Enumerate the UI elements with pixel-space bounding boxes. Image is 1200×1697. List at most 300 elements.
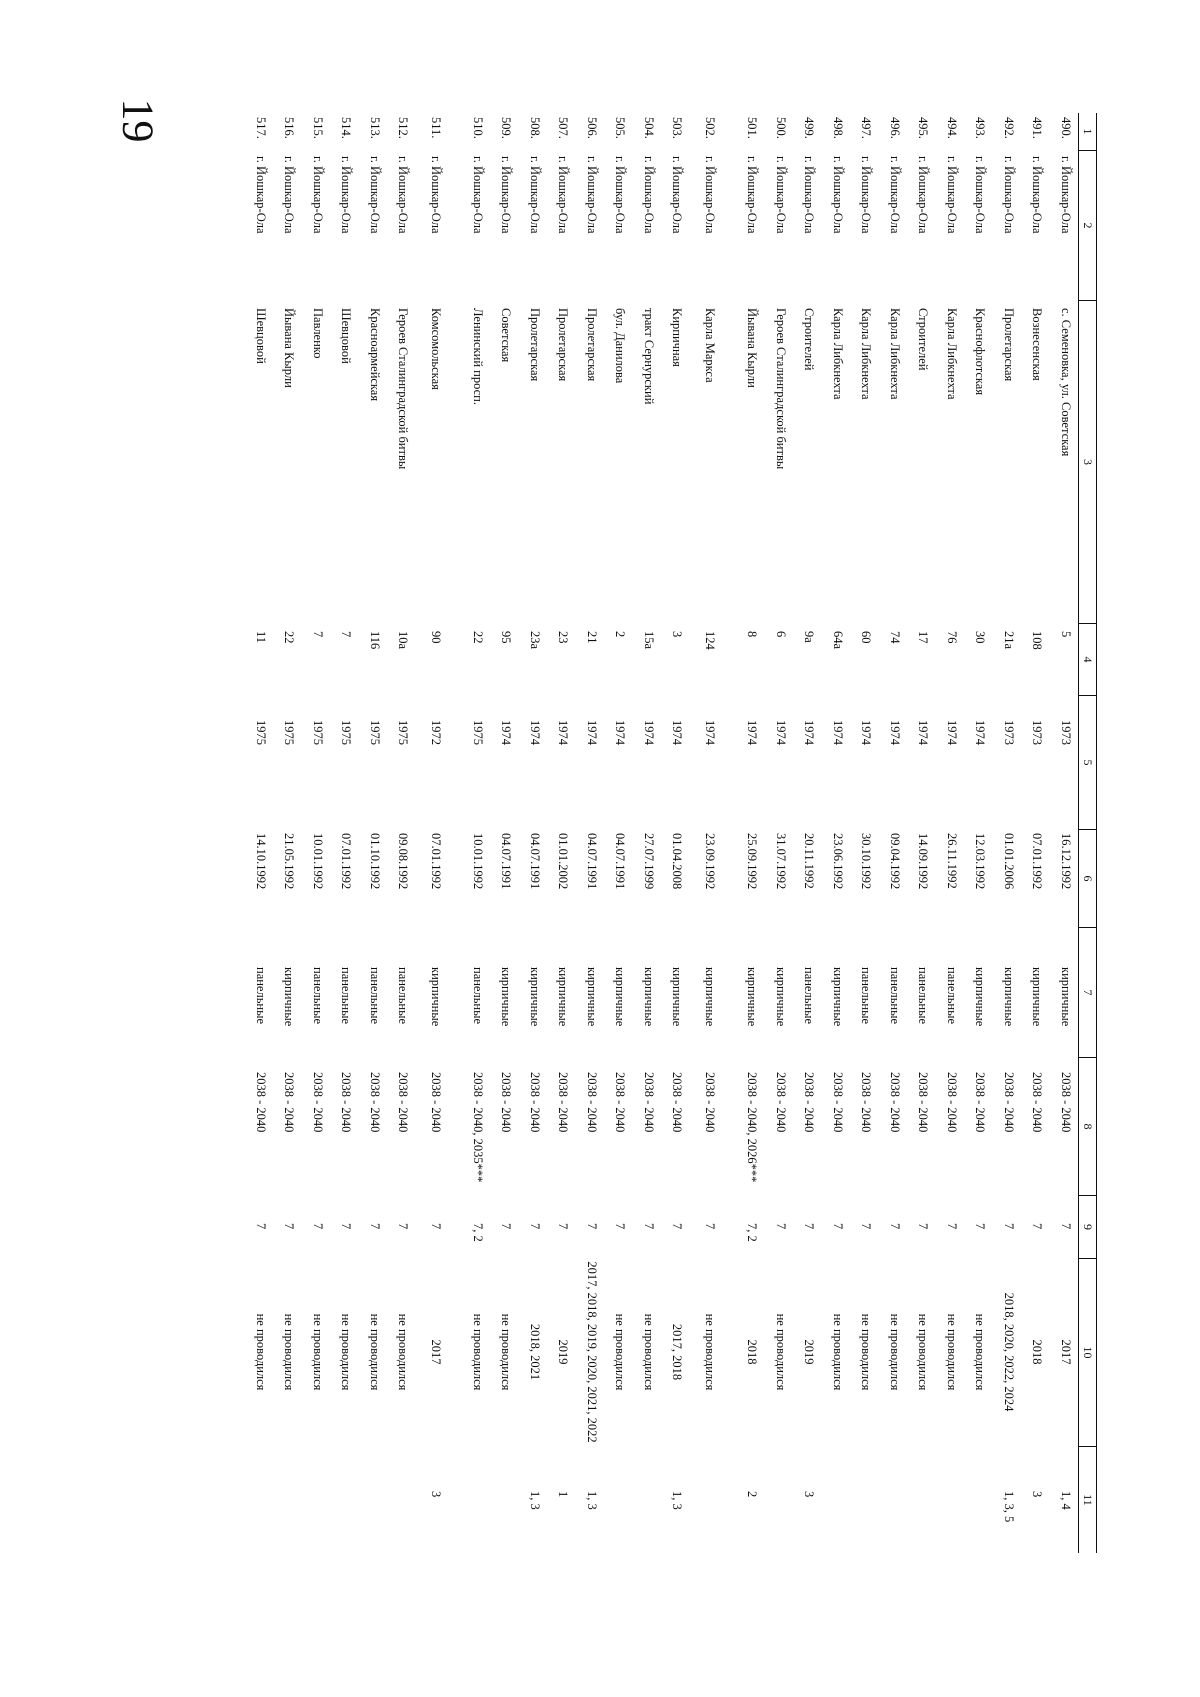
- cell-col-9-value: 7: [973, 1223, 988, 1230]
- cell-city: г. Йошкар-Ола: [585, 156, 599, 234]
- cell-repair-years: 2017, 2018, 2019, 2020, 2021, 2022: [585, 1261, 599, 1443]
- cell-city: г. Йошкар-Ола: [1059, 156, 1073, 234]
- cell-col-11-value: 2: [745, 1491, 760, 1498]
- cell-repair-period: 2038 - 2040, 2035***: [471, 1072, 486, 1183]
- table-row: [765, 113, 794, 1553]
- cell-repair-period: 2038 - 2040: [556, 1072, 571, 1133]
- cell-build-year: 1974: [642, 720, 656, 745]
- table-row: [1021, 113, 1050, 1553]
- table-row: [690, 113, 723, 1553]
- cell-col-9-value: 7: [585, 1223, 599, 1230]
- cell-repair-years: не проводился: [311, 1313, 325, 1391]
- cell-wall-material: панельные: [945, 967, 959, 1025]
- cell-repair-period: 2038 - 2040: [368, 1072, 382, 1133]
- cell-street: Красноармейская: [368, 308, 382, 402]
- cell-wall-material: кирпичные: [670, 967, 685, 1027]
- cell-street: Пролетарская: [556, 308, 571, 382]
- col-header-8: 8: [1079, 1057, 1096, 1195]
- cell-repair-period: 2038 - 2040: [916, 1072, 931, 1133]
- cell-city: г. Йошкар-Ола: [254, 156, 268, 234]
- cell-repair-period: 2038 - 2040: [311, 1072, 325, 1133]
- table-row: [907, 113, 936, 1553]
- rotated-page: [102, 0, 1200, 1697]
- cell-wall-material: панельные: [916, 967, 931, 1025]
- cell-build-year: 1973: [1059, 720, 1073, 745]
- col-header-7: 7: [1079, 927, 1096, 1057]
- cell-repair-years: не проводился: [859, 1313, 874, 1391]
- table-row: [245, 113, 274, 1553]
- cell-wall-material: панельные: [888, 967, 902, 1025]
- cell-row-number: 505.: [613, 117, 628, 139]
- col-header-3: 3: [1079, 300, 1096, 623]
- cell-build-year: 1974: [745, 720, 760, 745]
- cell-repair-years: 2018: [745, 1339, 760, 1365]
- cell-street: Пролетарская: [1002, 308, 1016, 382]
- cell-street: Вознесенская: [1030, 308, 1045, 381]
- cell-build-year: 1972: [429, 720, 444, 745]
- cell-row-number: 502.: [703, 117, 718, 139]
- cell-row-number: 498.: [831, 117, 845, 139]
- cell-col-11-value: [787, 1446, 793, 1553]
- cell-col-11-value: [987, 1446, 993, 1553]
- cell-build-year: 1974: [973, 720, 988, 745]
- cell-repair-period: 2038 - 2040: [1030, 1072, 1045, 1133]
- cell-repair-years: 2019: [556, 1339, 571, 1365]
- cell-col-11-value: 3: [429, 1491, 444, 1498]
- table-row: [302, 113, 331, 1553]
- cell-wall-material: кирпичные: [1059, 967, 1073, 1027]
- cell-build-year: 1974: [945, 720, 959, 745]
- cell-row-number: 499.: [802, 117, 817, 139]
- cell-wall-material: кирпичные: [585, 967, 599, 1027]
- cell-repair-period: 2038 - 2040: [429, 1072, 444, 1133]
- cell-repair-years: 2017: [429, 1339, 444, 1365]
- table-row: [633, 113, 662, 1553]
- cell-city: г. Йошкар-Ола: [745, 156, 760, 234]
- cell-wall-material: панельные: [311, 967, 325, 1025]
- cell-city: г. Йошкар-Ола: [945, 156, 959, 234]
- cell-date: 21.05.1992: [282, 833, 297, 890]
- cell-city: г. Йошкар-Ола: [774, 156, 788, 234]
- cell-repair-period: 2038 - 2040: [1059, 1072, 1073, 1133]
- cell-repair-period: 2038 - 2040, 2026***: [745, 1072, 760, 1183]
- cell-house-number: 95: [499, 631, 514, 644]
- cell-col-9-value: 7: [528, 1223, 542, 1230]
- cell-house-number: 10а: [396, 631, 411, 650]
- cell-city: г. Йошкар-Ола: [499, 156, 514, 234]
- cell-city: г. Йошкар-Ола: [282, 156, 297, 234]
- cell-col-11-value: [353, 1446, 359, 1553]
- table-row: [993, 113, 1022, 1553]
- cell-street: Краснофлотская: [973, 308, 988, 396]
- col-header-5: 5: [1079, 695, 1096, 829]
- cell-col-11-value: 1, 4: [1059, 1491, 1073, 1510]
- cell-build-year: 1974: [703, 720, 718, 745]
- cell-date: 25.09.1992: [745, 833, 760, 890]
- cell-wall-material: кирпичные: [745, 967, 760, 1027]
- cell-date: 01.04.2008: [670, 833, 685, 890]
- cell-city: г. Йошкар-Ола: [429, 156, 444, 234]
- cell-col-11-value: [381, 1446, 387, 1553]
- cell-repair-years: не проводился: [396, 1313, 411, 1391]
- cell-date: 09.08.1992: [396, 833, 411, 890]
- cell-build-year: 1975: [282, 720, 297, 745]
- cell-build-year: 1974: [774, 720, 788, 745]
- cell-street: Советская: [499, 308, 514, 363]
- cell-repair-period: 2038 - 2040: [339, 1072, 354, 1133]
- cell-house-number: 124: [703, 631, 718, 650]
- cell-repair-years: не проводился: [642, 1313, 656, 1391]
- cell-house-number: 6: [774, 631, 788, 638]
- cell-col-9-value: 7: [429, 1223, 444, 1230]
- cell-repair-period: 2038 - 2040: [802, 1072, 817, 1133]
- cell-build-year: 1974: [916, 720, 931, 745]
- cell-street: Строителей: [916, 308, 931, 371]
- cell-date: 27.07.1999: [642, 833, 656, 890]
- table-row: [964, 113, 993, 1553]
- cell-repair-years: не проводился: [254, 1313, 268, 1391]
- cell-street: Кирпичная: [670, 308, 685, 367]
- cell-repair-period: 2038 - 2040: [254, 1072, 268, 1133]
- cell-col-11-value: [655, 1446, 661, 1553]
- cell-repair-years: не проводился: [973, 1313, 988, 1391]
- cell-date: 10.01.1992: [471, 833, 486, 890]
- cell-repair-years: 2018: [1030, 1339, 1045, 1365]
- cell-city: г. Йошкар-Ола: [642, 156, 656, 234]
- cell-col-11-value: [296, 1446, 302, 1553]
- table-row: [604, 113, 633, 1553]
- cell-house-number: 11: [254, 631, 268, 644]
- cell-col-9-value: 7: [802, 1223, 817, 1230]
- cell-house-number: 22: [471, 631, 486, 644]
- cell-col-9-value: 7: [339, 1223, 354, 1230]
- cell-repair-period: 2038 - 2040: [642, 1072, 656, 1133]
- cell-house-number: 15а: [642, 631, 656, 650]
- table-header: [1078, 113, 1096, 1553]
- cell-house-number: 3: [670, 631, 685, 638]
- cell-col-11-value: 3: [802, 1491, 817, 1498]
- cell-col-11-value: [873, 1446, 879, 1553]
- cell-row-number: 501.: [745, 117, 760, 139]
- cell-wall-material: кирпичные: [556, 967, 571, 1027]
- cell-col-11-value: [930, 1446, 936, 1553]
- col-header-10: 10: [1079, 1258, 1096, 1446]
- cell-build-year: 1975: [311, 720, 325, 745]
- cell-date: 26.11.1992: [945, 833, 959, 889]
- cell-wall-material: панельные: [368, 967, 382, 1025]
- cell-col-11-value: 1, 3: [670, 1491, 685, 1510]
- cell-row-number: 495.: [916, 117, 931, 139]
- cell-house-number: 17: [916, 631, 931, 644]
- table-row: [359, 113, 388, 1553]
- table-row: [330, 113, 359, 1553]
- cell-row-number: 515.: [311, 117, 325, 139]
- table-row: [822, 113, 851, 1553]
- cell-street: Павленко: [311, 308, 325, 359]
- cell-street: Героев Сталинградской битвы: [396, 308, 411, 470]
- cell-col-11-value: [627, 1446, 633, 1553]
- col-header-4: 4: [1079, 623, 1096, 695]
- cell-city: г. Йошкар-Ола: [1030, 156, 1045, 234]
- cell-wall-material: панельные: [254, 967, 268, 1025]
- cell-city: г. Йошкар-Ола: [670, 156, 685, 234]
- cell-city: г. Йошкар-Ола: [859, 156, 874, 234]
- cell-date: 04.07.1991: [585, 833, 599, 890]
- cell-repair-years: 2017, 2018: [670, 1323, 685, 1381]
- cell-col-9-value: 7: [368, 1223, 382, 1230]
- cell-build-year: 1974: [556, 720, 571, 745]
- cell-repair-years: не проводился: [774, 1313, 788, 1391]
- cell-street: Ленинский просп.: [471, 308, 486, 405]
- table-row: [449, 113, 491, 1553]
- col-header-2: 2: [1079, 150, 1096, 300]
- cell-col-11-value: [485, 1446, 491, 1553]
- cell-wall-material: кирпичные: [703, 967, 718, 1027]
- cell-repair-years: не проводился: [499, 1313, 514, 1391]
- cell-row-number: 496.: [888, 117, 902, 139]
- cell-street: Комсомольская: [429, 308, 444, 390]
- cell-street: Шевцовой: [339, 308, 354, 364]
- cell-wall-material: кирпичные: [973, 967, 988, 1027]
- cell-col-11-value: 3: [1030, 1491, 1045, 1498]
- cell-date: 07.01.1992: [339, 833, 354, 890]
- cell-wall-material: кирпичные: [613, 967, 628, 1027]
- cell-row-number: 510.: [471, 117, 486, 139]
- cell-date: 07.01.1992: [1030, 833, 1045, 890]
- cell-build-year: 1975: [339, 720, 354, 745]
- cell-repair-period: 2038 - 2040: [528, 1072, 542, 1133]
- cell-build-year: 1974: [859, 720, 874, 745]
- cell-build-year: 1974: [802, 720, 817, 745]
- cell-col-9-value: 7: [703, 1223, 718, 1230]
- cell-street: Карла Маркса: [703, 308, 718, 383]
- col-header-11: 11: [1079, 1446, 1096, 1553]
- cell-date: 20.11.1992: [802, 833, 817, 889]
- cell-house-number: 21а: [1002, 631, 1016, 650]
- cell-col-9-value: 7: [1002, 1223, 1016, 1230]
- cell-house-number: 108: [1030, 631, 1045, 650]
- cell-col-11-value: [958, 1446, 964, 1553]
- cell-house-number: 30: [973, 631, 988, 644]
- cell-street: Карла Либкнехта: [888, 308, 902, 400]
- cell-repair-years: не проводился: [945, 1313, 959, 1391]
- cell-col-9-value: 7: [945, 1223, 959, 1230]
- table-row: [850, 113, 879, 1553]
- cell-house-number: 8: [745, 631, 760, 638]
- cell-wall-material: панельные: [471, 967, 486, 1025]
- cell-col-9-value: 7, 2: [471, 1223, 486, 1242]
- cell-row-number: 497.: [859, 117, 874, 139]
- cell-street: Карла Либкнехта: [859, 308, 874, 400]
- cell-street: Пролетарская: [528, 308, 542, 382]
- cell-col-11-value: [267, 1446, 273, 1553]
- cell-repair-period: 2038 - 2040: [703, 1072, 718, 1133]
- table-row: [416, 113, 449, 1553]
- cell-wall-material: панельные: [339, 967, 354, 1025]
- cell-row-number: 507.: [556, 117, 571, 139]
- cell-wall-material: кирпичные: [282, 967, 297, 1027]
- cell-build-year: 1974: [831, 720, 845, 745]
- cell-repair-years: 2018, 2021: [528, 1323, 542, 1381]
- cell-build-year: 1973: [1002, 720, 1016, 745]
- cell-house-number: 23а: [528, 631, 542, 650]
- cell-col-9-value: 7: [670, 1223, 685, 1230]
- cell-date: 01.01.2006: [1002, 833, 1016, 890]
- cell-col-9-value: 7: [282, 1223, 297, 1230]
- cell-row-number: 513.: [368, 117, 382, 139]
- cell-house-number: 74: [888, 631, 902, 644]
- cell-street: Строителей: [802, 308, 817, 371]
- cell-house-number: 9а: [802, 631, 817, 643]
- cell-row-number: 506.: [585, 117, 599, 139]
- cell-repair-years: не проводился: [916, 1313, 931, 1391]
- cell-wall-material: панельные: [396, 967, 411, 1025]
- cell-repair-period: 2038 - 2040: [945, 1072, 959, 1133]
- cell-col-9-value: 7: [254, 1223, 268, 1230]
- cell-build-year: 1974: [499, 720, 514, 745]
- cell-city: г. Йошкар-Ола: [471, 156, 486, 234]
- cell-wall-material: кирпичные: [642, 967, 656, 1027]
- cell-col-9-value: 7: [916, 1223, 931, 1230]
- cell-date: 31.07.1992: [774, 833, 788, 890]
- cell-wall-material: кирпичные: [831, 967, 845, 1027]
- table-row: [661, 113, 690, 1553]
- cell-build-year: 1974: [670, 720, 685, 745]
- cell-wall-material: кирпичные: [1002, 967, 1016, 1027]
- cell-repair-years: не проводился: [703, 1313, 718, 1391]
- table-row: [879, 113, 908, 1553]
- cell-col-11-value: 1: [556, 1491, 571, 1498]
- col-header-1: 1: [1081, 128, 1095, 135]
- cell-repair-period: 2038 - 2040: [613, 1072, 628, 1133]
- cell-city: г. Йошкар-Ола: [368, 156, 382, 234]
- cell-row-number: 512.: [396, 117, 411, 139]
- table-row: [576, 113, 605, 1553]
- cell-repair-period: 2038 - 2040: [396, 1072, 411, 1133]
- cell-row-number: 494.: [945, 117, 959, 139]
- cell-row-number: 511.: [429, 117, 444, 139]
- cell-repair-years: не проводился: [339, 1313, 354, 1391]
- cell-repair-period: 2038 - 2040: [585, 1072, 599, 1133]
- cell-city: г. Йошкар-Ола: [528, 156, 542, 234]
- cell-city: г. Йошкар-Ола: [703, 156, 718, 234]
- cell-city: г. Йошкар-Ола: [556, 156, 571, 234]
- cell-street: бул. Данилова: [613, 308, 628, 384]
- cell-repair-period: 2038 - 2040: [499, 1072, 514, 1133]
- cell-row-number: 517.: [254, 117, 268, 139]
- cell-repair-period: 2038 - 2040: [888, 1072, 902, 1133]
- cell-build-year: 1974: [585, 720, 599, 745]
- cell-street: тракт Сернурский: [642, 308, 656, 405]
- cell-date: 23.09.1992: [703, 833, 718, 890]
- cell-house-number: 22: [282, 631, 297, 644]
- cell-date: 12.03.1992: [973, 833, 988, 890]
- cell-wall-material: кирпичные: [1030, 967, 1045, 1027]
- cell-house-number: 5: [1059, 631, 1073, 638]
- cell-build-year: 1973: [1030, 720, 1045, 745]
- cell-repair-period: 2038 - 2040: [973, 1072, 988, 1133]
- cell-wall-material: кирпичные: [774, 967, 788, 1027]
- col-header-9: 9: [1079, 1195, 1096, 1258]
- cell-date: 14.10.1992: [254, 833, 268, 890]
- cell-city: г. Йошкар-Ола: [311, 156, 325, 234]
- cell-city: г. Йошкар-Ола: [802, 156, 817, 234]
- cell-city: г. Йошкар-Ола: [916, 156, 931, 234]
- cell-house-number: 60: [859, 631, 874, 644]
- cell-wall-material: панельные: [802, 967, 817, 1025]
- cell-street: Карла Либкнехта: [831, 308, 845, 400]
- cell-date: 01.10.1992: [368, 833, 382, 890]
- cell-col-9-value: 7: [642, 1223, 656, 1230]
- cell-col-11-value: [324, 1446, 330, 1553]
- cell-col-9-value: 7: [499, 1223, 514, 1230]
- cell-house-number: 7: [339, 631, 354, 638]
- cell-date: 14.09.1992: [916, 833, 931, 890]
- cell-repair-years: не проводился: [831, 1313, 845, 1391]
- cell-repair-years: 2019: [802, 1339, 817, 1365]
- cell-build-year: 1975: [471, 720, 486, 745]
- cell-street: Йывана Кырли: [282, 308, 297, 388]
- cell-wall-material: панельные: [859, 967, 874, 1025]
- cell-row-number: 500.: [774, 117, 788, 139]
- cell-repair-years: 2018, 2020, 2022, 2024: [1002, 1292, 1016, 1412]
- cell-date: 23.06.1992: [831, 833, 845, 890]
- cell-build-year: 1975: [396, 720, 411, 745]
- cell-house-number: 2: [613, 631, 628, 638]
- table-row: [1050, 113, 1079, 1553]
- cell-col-9-value: 7: [556, 1223, 571, 1230]
- cell-col-11-value: 1, 3: [585, 1491, 599, 1510]
- cell-col-9-value: 7: [1030, 1223, 1045, 1230]
- table-row: [273, 113, 302, 1553]
- cell-street: Йывана Кырли: [745, 308, 760, 388]
- cell-street: Героев Сталинградской битвы: [774, 308, 788, 470]
- cell-house-number: 90: [429, 631, 444, 644]
- cell-house-number: 7: [311, 631, 325, 638]
- table-row: [936, 113, 965, 1553]
- cell-row-number: 503.: [670, 117, 685, 139]
- cell-wall-material: кирпичные: [499, 967, 514, 1027]
- cell-city: г. Йошкар-Ола: [339, 156, 354, 234]
- cell-build-year: 1975: [368, 720, 382, 745]
- cell-street: с. Семеновка, ул. Советская: [1059, 308, 1073, 457]
- cell-house-number: 23: [556, 631, 571, 644]
- cell-date: 04.07.1991: [499, 833, 514, 890]
- cell-col-11-value: [410, 1446, 416, 1553]
- cell-row-number: 491.: [1030, 117, 1045, 139]
- cell-street: Шевцовой: [254, 308, 268, 364]
- cell-col-9-value: 7: [859, 1223, 874, 1230]
- cell-repair-period: 2038 - 2040: [1002, 1072, 1016, 1133]
- page-number: 19: [113, 98, 163, 143]
- cell-repair-years: 2017: [1059, 1339, 1073, 1365]
- cell-col-9-value: 7: [774, 1223, 788, 1230]
- cell-repair-period: 2038 - 2040: [282, 1072, 297, 1133]
- cell-repair-period: 2038 - 2040: [774, 1072, 788, 1133]
- cell-col-9-value: 7: [1059, 1223, 1073, 1230]
- cell-date: 07.01.1992: [429, 833, 444, 890]
- housing-table: [245, 113, 1098, 1553]
- table-row: [519, 113, 548, 1553]
- table-row: [491, 113, 519, 1553]
- cell-city: г. Йошкар-Ола: [396, 156, 411, 234]
- cell-row-number: 509.: [499, 117, 514, 139]
- cell-date: 16.12.1992: [1059, 833, 1073, 890]
- cell-repair-period: 2038 - 2040: [859, 1072, 874, 1133]
- cell-build-year: 1974: [613, 720, 628, 745]
- cell-col-9-value: 7, 2: [745, 1223, 760, 1242]
- cell-date: 10.01.1992: [311, 833, 325, 890]
